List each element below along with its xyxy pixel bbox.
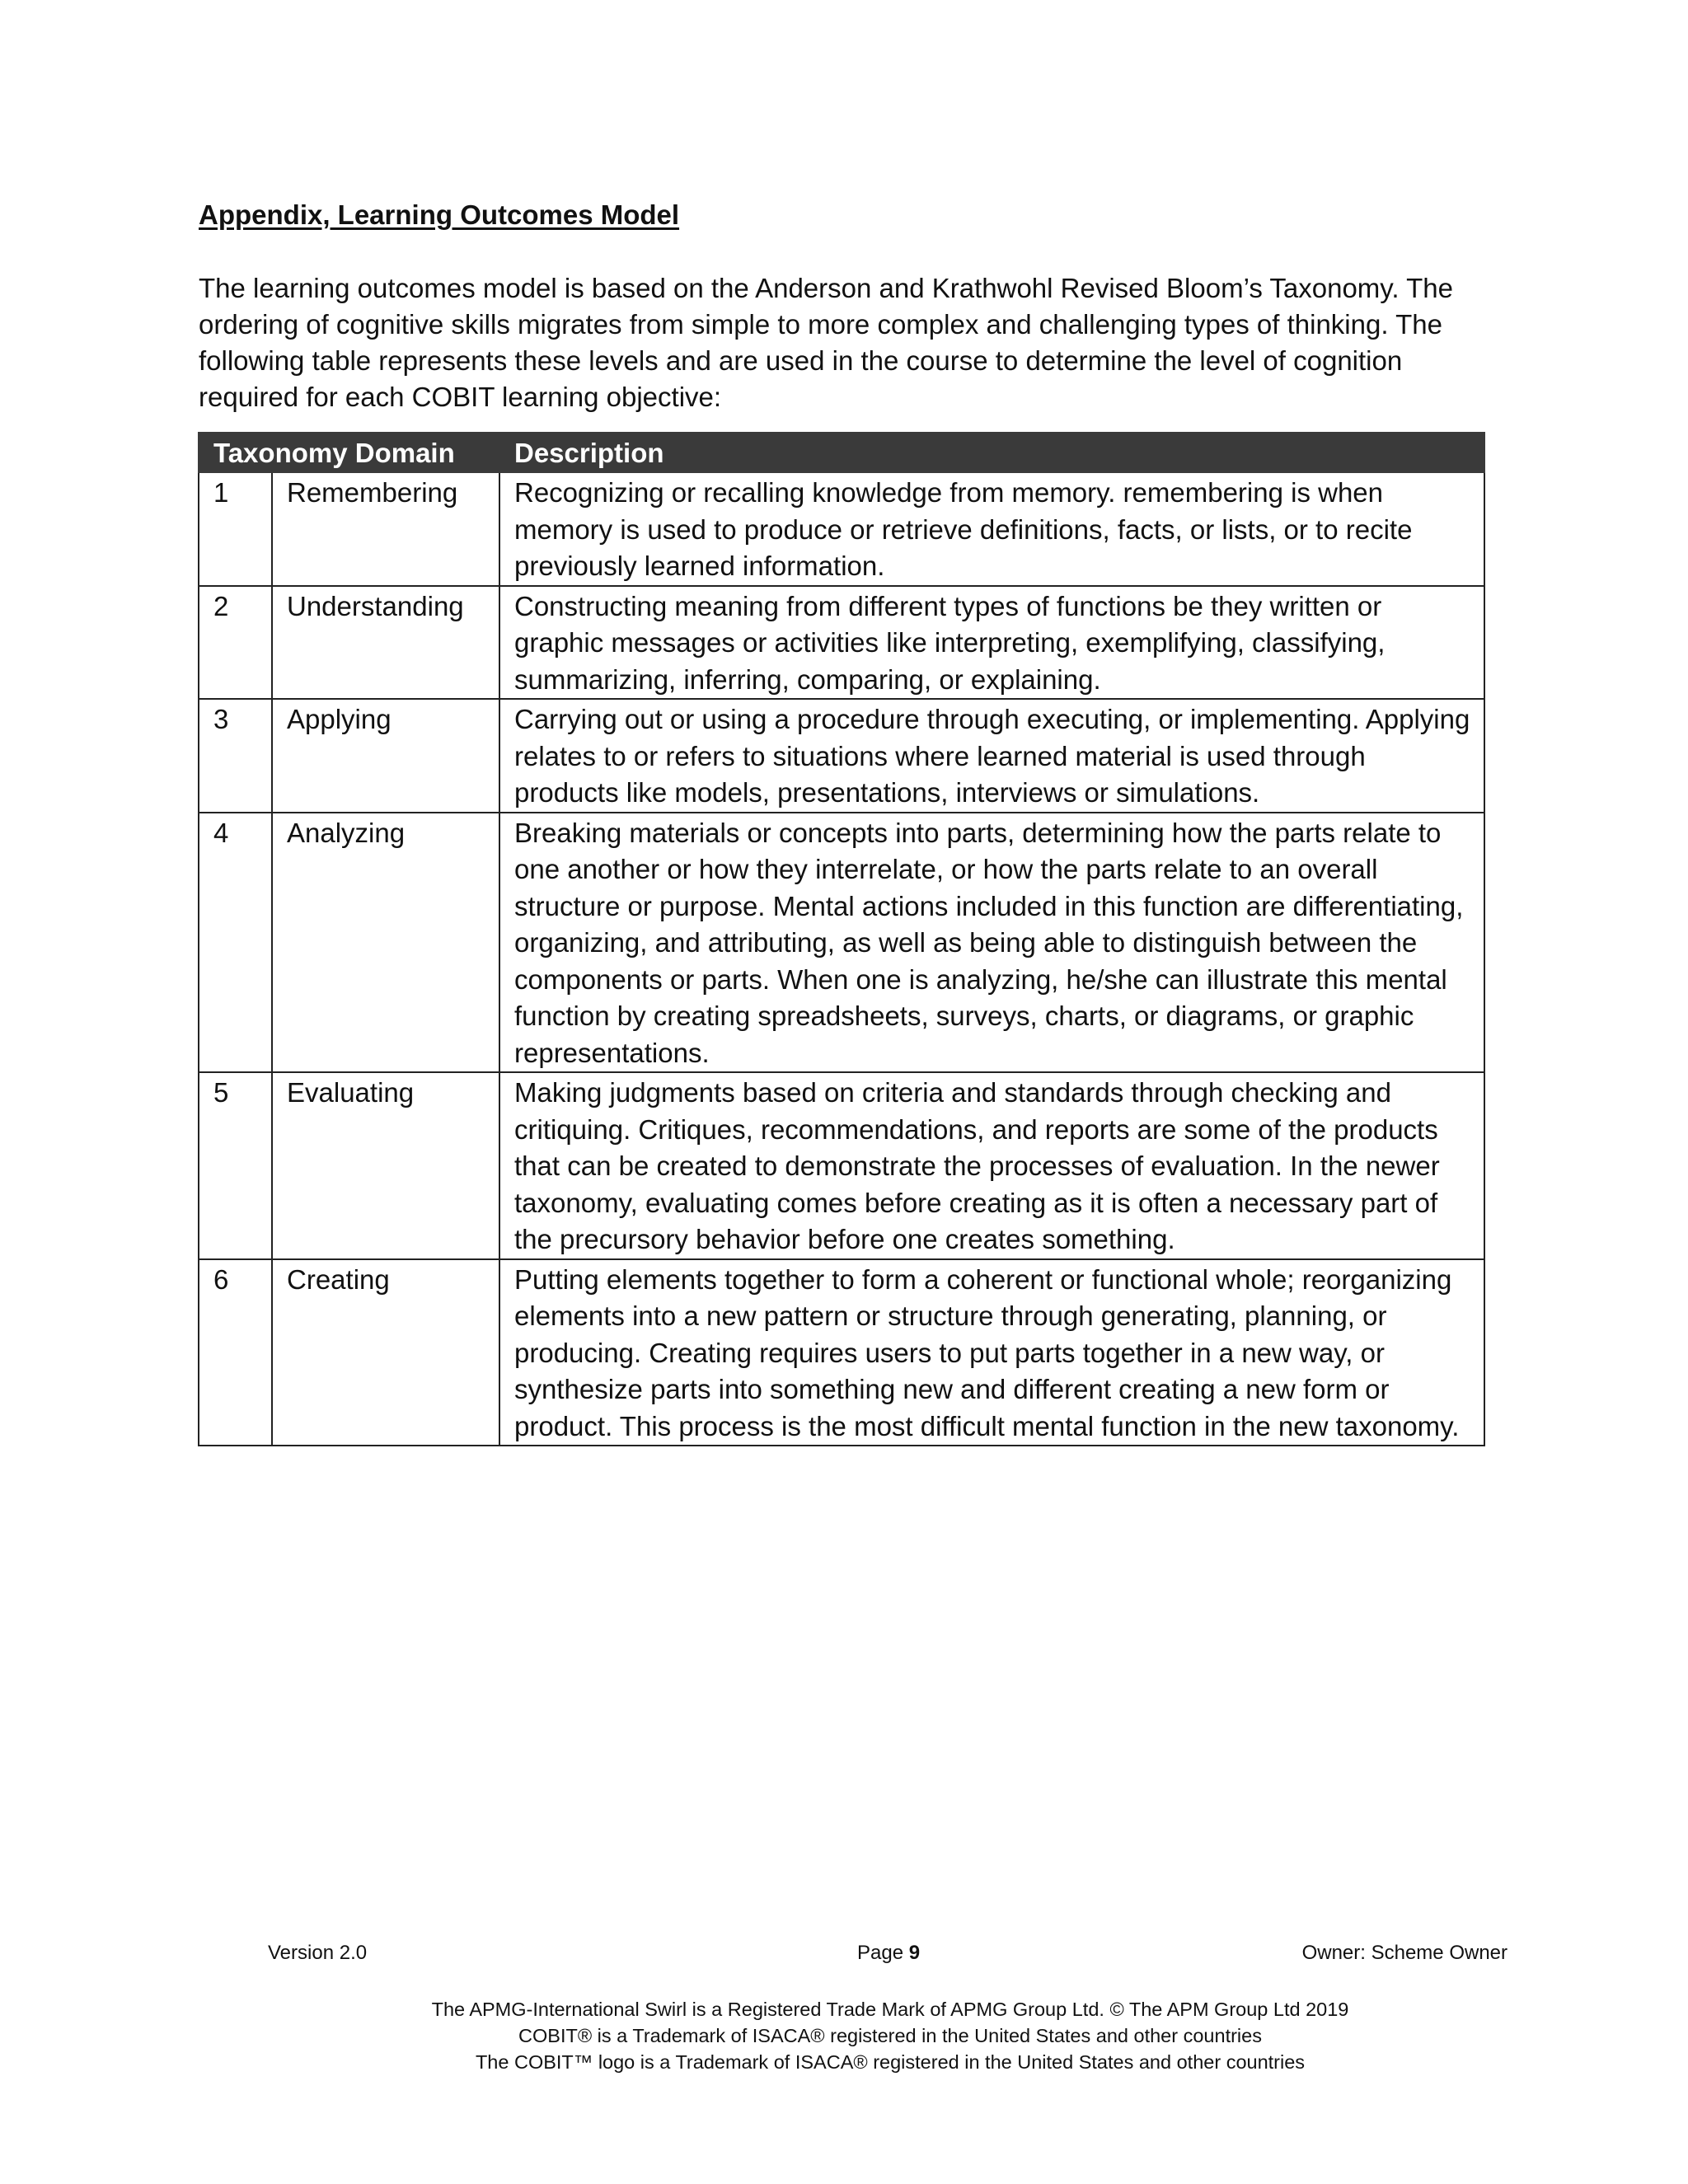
row-number: 1 <box>199 472 272 586</box>
row-description: Breaking materials or concepts into parts, determining how the parts relate to one another or how they interrelate, or how the parts relate to an overall structure or purpose. Mental actions included in this function are differentiating, organizing, and attributing, as well as being able to distinguish between the components or parts. When one is analyzing, he/she can illustrate this mental function by creating spreadsheets, surveys, charts, or diagrams, or graphic representations. <box>499 813 1484 1073</box>
row-description: Putting elements together to form a coherent or functional whole; reorganizing elements into a new pattern or structure through generating, planning, or producing. Creating requires users to put parts together in a new way, or synthesize parts into something new and different creating a new form or product. This process is the most difficult mental function in the new taxonomy. <box>499 1259 1484 1446</box>
row-domain-name: Understanding <box>272 586 499 700</box>
row-domain-name: Analyzing <box>272 813 499 1073</box>
table-row <box>199 1072 1484 1259</box>
row-domain-name: Remembering <box>272 472 499 586</box>
legal-notice <box>0 1996 1688 2075</box>
legal-line: The APMG-International Swirl is a Registered Trade Mark of APMG Group Ltd. © The APM Group Ltd 2019 <box>431 1999 1349 2020</box>
legal-line: The COBIT™ logo is a Trademark of ISACA® registered in the United States and other countries <box>475 2051 1306 2073</box>
row-number: 4 <box>199 813 272 1073</box>
footer-page-number: 9 <box>908 1942 921 1964</box>
row-description: Recognizing or recalling knowledge from memory. remembering is when memory is used to produce or retrieve definitions, facts, or lists, or to recite previously learned information. <box>499 472 1484 586</box>
table-header-row <box>199 433 1484 472</box>
footer-page-label: Page <box>857 1942 909 1964</box>
page-heading: Appendix, Learning Outcomes Model <box>199 199 680 230</box>
table-row <box>199 699 1484 813</box>
row-domain-name: Evaluating <box>272 1072 499 1259</box>
row-domain-name: Applying <box>272 699 499 813</box>
row-number: 5 <box>199 1072 272 1259</box>
table-row <box>199 586 1484 700</box>
table-row <box>199 813 1484 1073</box>
row-domain-name: Creating <box>272 1259 499 1446</box>
footer-owner: Owner: Scheme Owner <box>1301 1942 1507 1964</box>
row-number: 6 <box>199 1259 272 1446</box>
footer-page <box>857 1942 920 1965</box>
row-number: 3 <box>199 699 272 813</box>
row-number: 2 <box>199 586 272 700</box>
footer-version: Version 2.0 <box>268 1942 368 1964</box>
row-description: Carrying out or using a procedure through executing, or implementing. Applying relates to or refers to situations where learned material is used through products like models, presentations, interviews or simulations. <box>499 699 1484 813</box>
header-description: Description <box>499 433 1484 472</box>
taxonomy-table <box>198 432 1485 1446</box>
intro-paragraph: The learning outcomes model is based on the Anderson and Krathwohl Revised Bloom’s Taxonomy. The ordering of cognitive skills migrates from simple to more complex and challenging types of thinking. The following table represents these levels and are used in the course to determine the level of cognition required for each COBIT learning objective: <box>199 273 1453 412</box>
row-description: Constructing meaning from different types of functions be they written or graphic messages or activities like interpreting, exemplifying, classifying, summarizing, inferring, comparing, or explaining. <box>499 586 1484 700</box>
legal-line: COBIT® is a Trademark of ISACA® registered in the United States and other countries <box>518 2025 1262 2046</box>
table-row <box>199 1259 1484 1446</box>
table-row <box>199 472 1484 586</box>
header-taxonomy-domain: Taxonomy Domain <box>199 433 499 472</box>
row-description: Making judgments based on criteria and standards through checking and critiquing. Critiques, recommendations, and reports are some of the products that can be created to demonstrate the processes of evaluation. In the newer taxonomy, evaluating comes before creating as it is often a necessary part of the precursory behavior before one creates something. <box>499 1072 1484 1259</box>
